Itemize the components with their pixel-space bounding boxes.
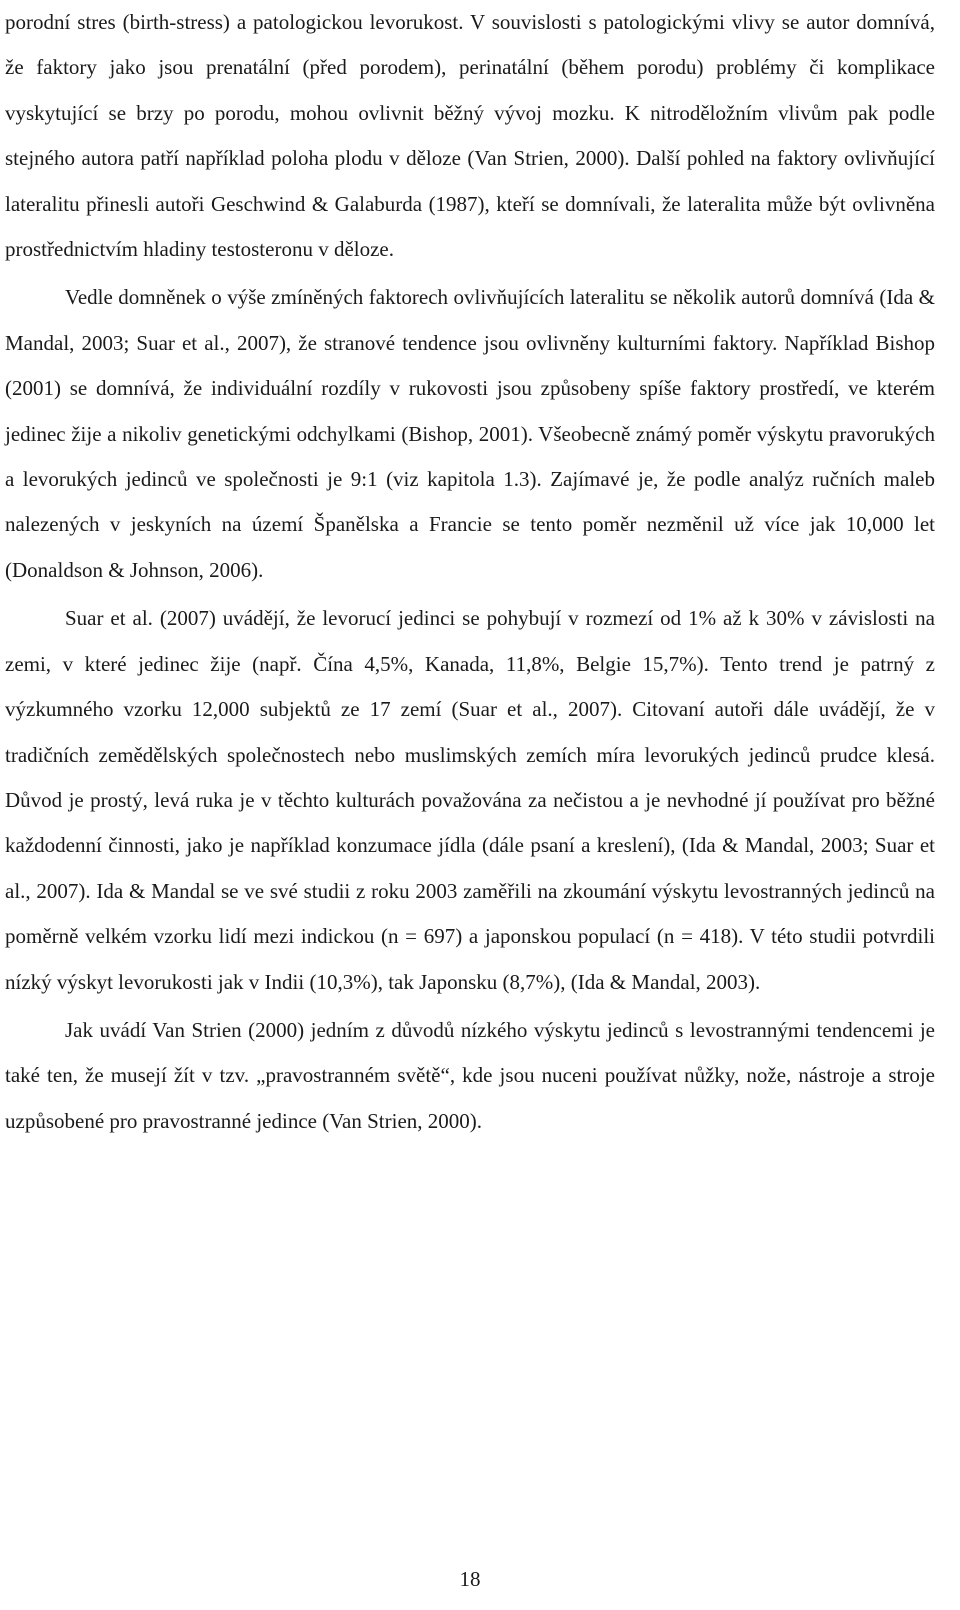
paragraph-right-handed-world: Jak uvádí Van Strien (2000) jedním z důvodů nízkého výskytu jedinců s levostrannými tendencemi je také ten, že musejí žít v tzv. „pravostranném světě“, kde jsou nuceni používat nůžky, nože, nástroje a stroje uzpůsobené pro pravostranné jedince (Van Strien, 2000). bbox=[5, 1017, 935, 1133]
page-number: 18 bbox=[459, 1567, 481, 1591]
document-page bbox=[5, 0, 935, 1144]
paragraph-continuation: porodní stres (birth-stress) a patologickou levorukost. V souvislosti s patologickými vlivy se autor domnívá, že faktory jako jsou prenatální (před porodem), perinatální (během porodu) problémy či komplikace vyskytující se brzy po porodu, mohou ovlivnit běžný vývoj mozku. K nitroděložním vlivům pak podle stejného autora patří například poloha plodu v děloze (Van Strien, 2000). Další pohled na faktory ovlivňující lateralitu přinesli autoři Geschwind & Galaburda (1987), kteří se domnívali, že lateralita může být ovlivněna prostřednictvím hladiny testosteronu v děloze. bbox=[5, 10, 935, 262]
paragraph-country-statistics: Suar et al. (2007) uvádějí, že levorucí jedinci se pohybují v rozmezí od 1% až k 30% v závislosti na zemi, v které jedinec žije (např. Čína 4,5%, Kanada, 11,8%, Belgie 15,7%). Tento trend je patrný z výzkumného vzorku 12,000 subjektů ze 17 zemí (Suar et al., 2007). Citovaní autoři dále uvádějí, že v tradičních zemědělských společnostech nebo muslimských zemích míra levorukých jedinců prudce klesá. Důvod je prostý, levá ruka je v těchto kulturách považována za nečistou a je nevhodné jí používat pro běžné každodenní činnosti, jako je například konzumace jídla (dále psaní a kreslení), (Ida & Mandal, 2003; Suar et al., 2007). Ida & Mandal se ve své studii z roku 2003 zaměřili na zkoumání výskytu levostranných jedinců na poměrně velkém vzorku lidí mezi indickou (n = 697) a japonskou populací (n = 418). V této studii potvrdili nízký výskyt levorukosti jak v Indii (10,3%), tak Japonsku (8,7%), (Ida & Mandal, 2003). bbox=[5, 606, 935, 994]
paragraph-cultural-factors: Vedle domněnek o výše zmíněných faktorech ovlivňujících lateralitu se několik autorů domnívá (Ida & Mandal, 2003; Suar et al., 2007), že stranové tendence jsou ovlivněny kulturními faktory. Například Bishop (2001) se domnívá, že individuální rozdíly v rukovosti jsou způsobeny spíše faktory prostředí, ve kterém jedinec žije a nikoliv genetickými odchylkami (Bishop, 2001). Všeobecně známý poměr výskytu pravorukých a levorukých jedinců ve společnosti je 9:1 (viz kapitola 1.3). Zajímavé je, že podle analýz ručních maleb nalezených v jeskyních na území Španělska a Francie se tento poměr nezměnil už více jak 10,000 let (Donaldson & Johnson, 2006). bbox=[5, 285, 935, 582]
